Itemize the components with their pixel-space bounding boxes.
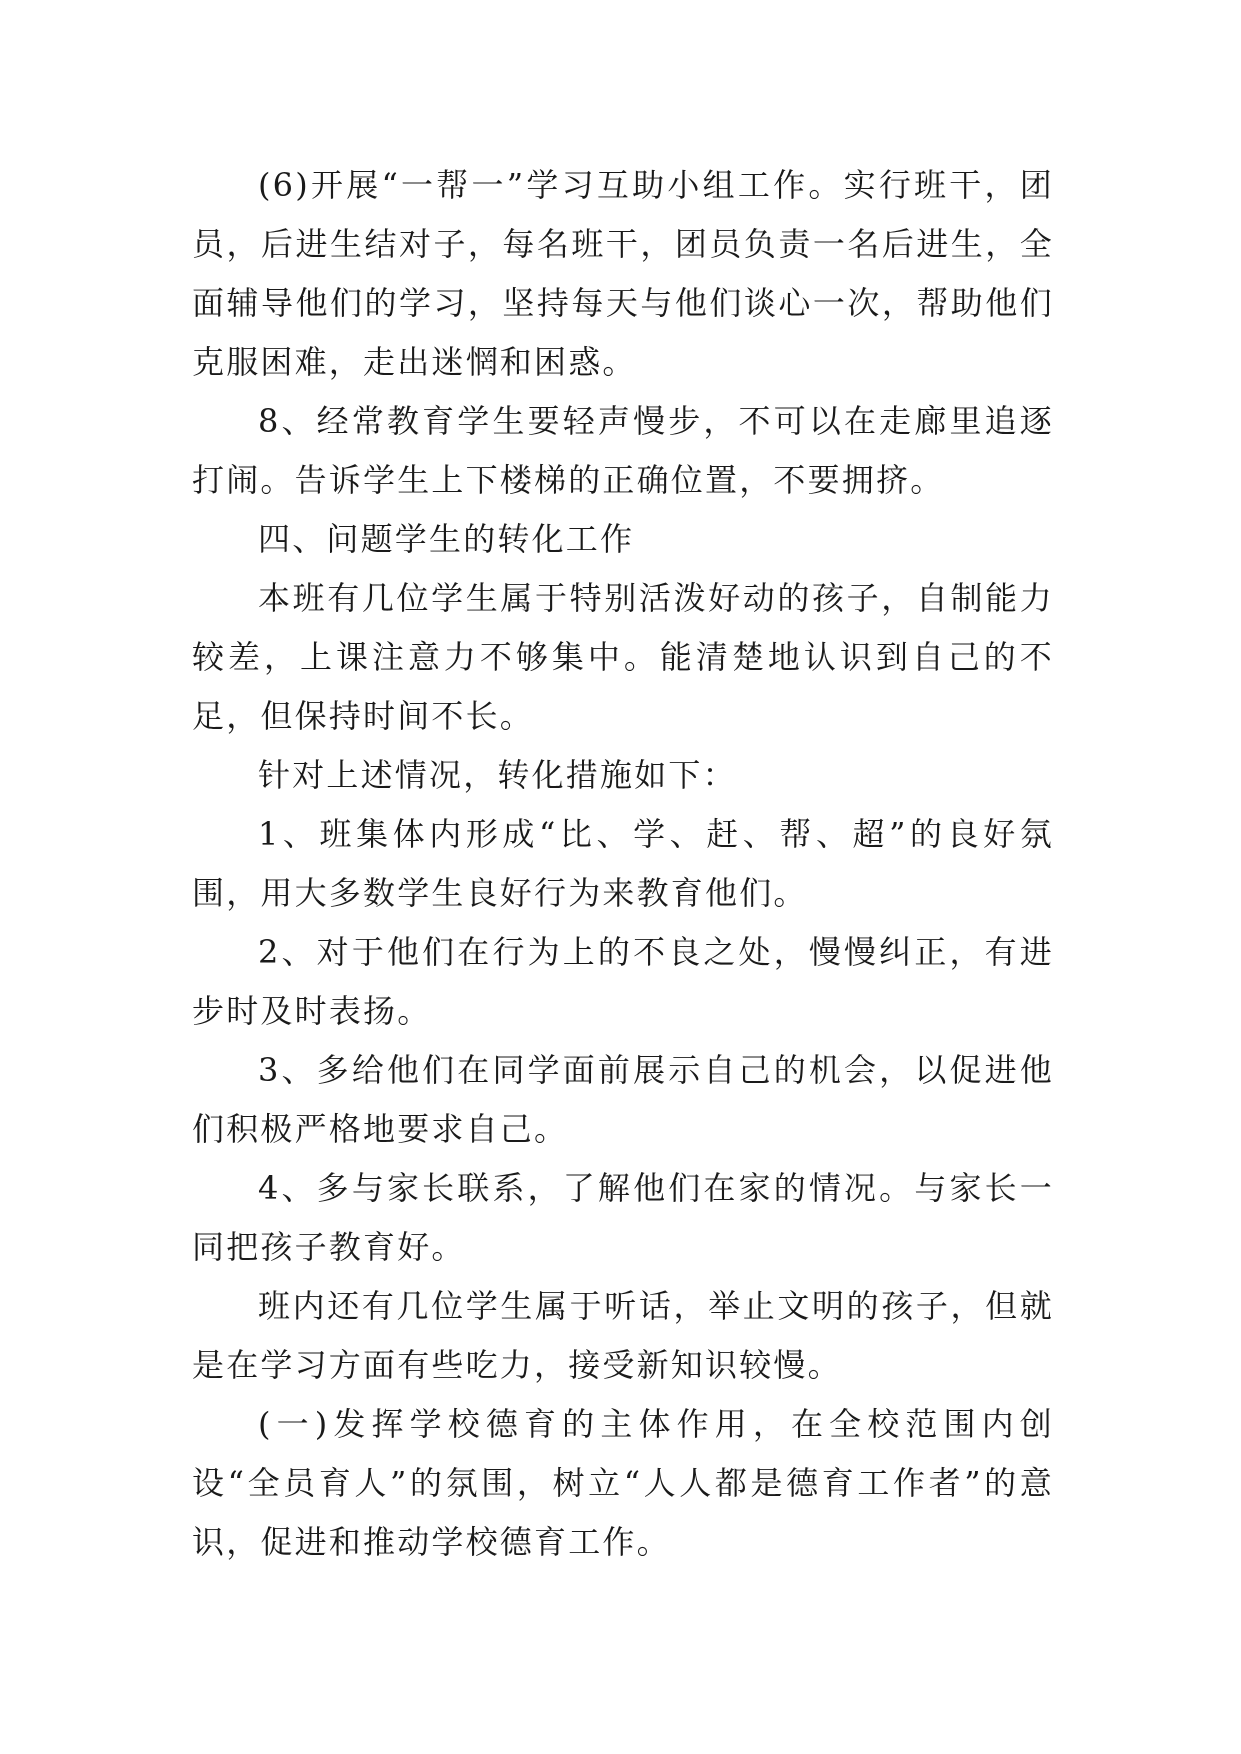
- paragraph-measure-1: 1、班集体内形成“比、学、赶、帮、超”的良好氛围，用大多数学生良好行为来教育他们。: [192, 815, 1054, 912]
- paragraph-measure-3: 3、多给他们在同学面前展示自己的机会，以促进他们积极严格地要求自己。: [192, 1051, 1054, 1148]
- paragraph-measure-4: 4、多与家长联系，了解他们在家的情况。与家长一同把孩子教育好。: [192, 1169, 1054, 1266]
- paragraph-peer-tutoring: (6)开展“一帮一”学习互助小组工作。实行班干，团员，后进生结对子，每名班干，团员负责一名后进生，全面辅导他们的学习，坚持每天与他们谈心一次，帮助他们克服困难，走出迷惘和困惑。: [192, 166, 1054, 381]
- paragraph-active-students: 本班有几位学生属于特别活泼好动的孩子，自制能力较差，上课注意力不够集中。能清楚地认识到自己的不足，但保持时间不长。: [192, 579, 1054, 735]
- paragraph-measures-intro: 针对上述情况，转化措施如下：: [258, 756, 737, 794]
- paragraph-moral-education: (一)发挥学校德育的主体作用，在全校范围内创设“全员育人”的氛围，树立“人人都是德育工作者”的意识，促进和推动学校德育工作。: [192, 1405, 1054, 1561]
- paragraph-hallway-conduct: 8、经常教育学生要轻声慢步，不可以在走廊里追逐打闹。告诉学生上下楼梯的正确位置，不要拥挤。: [192, 402, 1054, 499]
- paragraph-measure-2: 2、对于他们在行为上的不良之处，慢慢纠正，有进步时及时表扬。: [192, 933, 1054, 1030]
- paragraph-slow-learners: 班内还有几位学生属于听话，举止文明的孩子，但就是在学习方面有些吃力，接受新知识较慢。: [192, 1287, 1054, 1384]
- document-body: [192, 156, 1054, 1572]
- section-heading-problem-students: 四、问题学生的转化工作: [258, 520, 635, 558]
